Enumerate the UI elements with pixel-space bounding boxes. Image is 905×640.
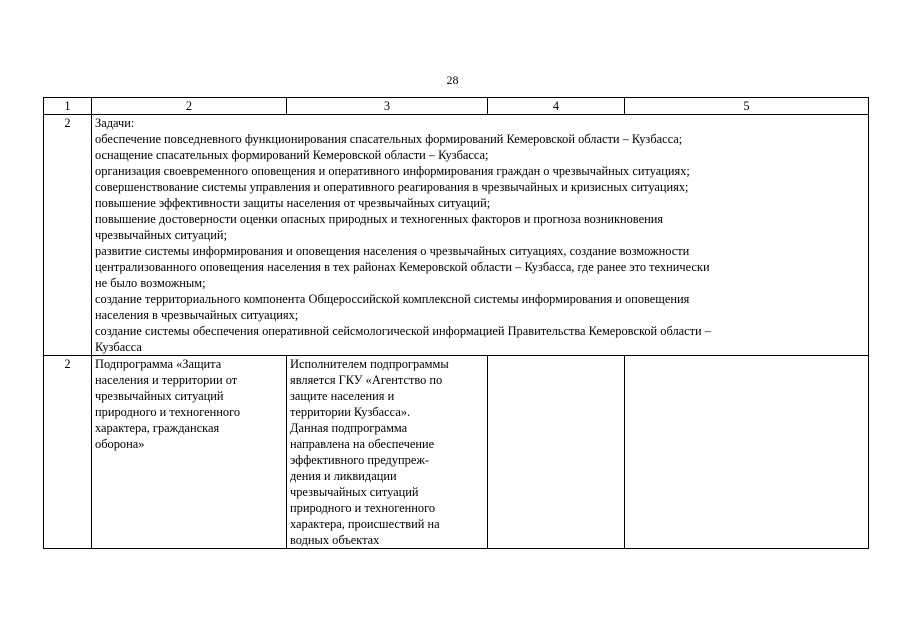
tasks-line: совершенствование системы управления и оперативного реагирования в чрезвычайных и кризисных ситуациях; — [95, 180, 689, 194]
subprogram-name-line: Подпрограмма «Защита — [95, 357, 222, 371]
tasks-line: централизованного оповещения населения в тех районах Кемеровской области – Кузбасса, где ранее это технически — [95, 260, 710, 274]
header-cell-1: 1 — [44, 98, 92, 115]
tasks-row — [44, 115, 869, 356]
tasks-line: обеспечение повседневного функционирования спасательных формирований Кемеровской области – Кузбасса; — [95, 132, 683, 146]
tasks-line: повышение эффективности защиты населения от чрезвычайных ситуаций; — [95, 196, 491, 210]
subprogram-name-line: чрезвычайных ситуаций — [95, 389, 224, 403]
subprogram-name-cell — [92, 356, 287, 549]
header-cell-2: 2 — [92, 98, 287, 115]
subprogram-description-line: территории Кузбасса». — [290, 405, 411, 419]
subprogram-description-line: направлена на обеспечение — [290, 437, 435, 451]
subprogram-description-line: Данная подпрограмма — [290, 421, 408, 435]
subprogram-description-line: дения и ликвидации — [290, 469, 397, 483]
subprogram-description-line: чрезвычайных ситуаций — [290, 485, 419, 499]
page-number: 28 — [446, 73, 459, 87]
subprogram-name-line: населения и территории от — [95, 373, 238, 387]
subprogram-description-cell — [287, 356, 488, 549]
subprogram-row — [44, 356, 869, 549]
tasks-cell — [92, 115, 869, 356]
subprogram-description-line: водных объектах — [290, 533, 380, 547]
header-row — [44, 98, 869, 115]
tasks-line: развитие системы информирования и оповещения населения о чрезвычайных ситуациях, создание возможности — [95, 244, 690, 258]
subprogram-col4-cell — [488, 356, 625, 549]
tasks-line: повышение достоверности оценки опасных природных и техногенных факторов и прогноза возникновения — [95, 212, 664, 226]
header-cell-4: 4 — [488, 98, 625, 115]
subprogram-description-line: Исполнителем подпрограммы — [290, 357, 449, 371]
tasks-line: Задачи: — [95, 116, 135, 130]
subprogram-description-line: является ГКУ «Агентство по — [290, 373, 443, 387]
tasks-line: чрезвычайных ситуаций; — [95, 228, 228, 242]
header-cell-3: 3 — [287, 98, 488, 115]
tasks-line: оснащение спасательных формирований Кемеровской области – Кузбасса; — [95, 148, 489, 162]
subprogram-description-line: защите населения и — [290, 389, 395, 403]
tasks-row-number: 2 — [44, 115, 92, 356]
tasks-line: организация своевременного оповещения и оперативного информирования граждан о чрезвычайных ситуациях; — [95, 164, 690, 178]
tasks-line: Кузбасса — [95, 340, 142, 354]
subprogram-description-line: эффективного предупреж- — [290, 453, 430, 467]
subprogram-name-line: природного и техногенного — [95, 405, 241, 419]
subprogram-description-line: характера, происшествий на — [290, 517, 440, 531]
subprogram-description-line: природного и техногенного — [290, 501, 436, 515]
tasks-line: создание системы обеспечения оперативной сейсмологической информацией Правительства Кемеровской области – — [95, 324, 711, 338]
subprogram-col5-cell — [625, 356, 869, 549]
subprogram-name-line: оборона» — [95, 437, 145, 451]
subprogram-name-line: характера, гражданская — [95, 421, 220, 435]
subprogram-row-number: 2 — [44, 356, 92, 549]
tasks-line: не было возможным; — [95, 276, 206, 290]
header-cell-5: 5 — [625, 98, 869, 115]
tasks-line: населения в чрезвычайных ситуациях; — [95, 308, 299, 322]
tasks-line: создание территориального компонента Общероссийской комплексной системы информирования и оповещения — [95, 292, 690, 306]
program-table — [43, 97, 869, 549]
